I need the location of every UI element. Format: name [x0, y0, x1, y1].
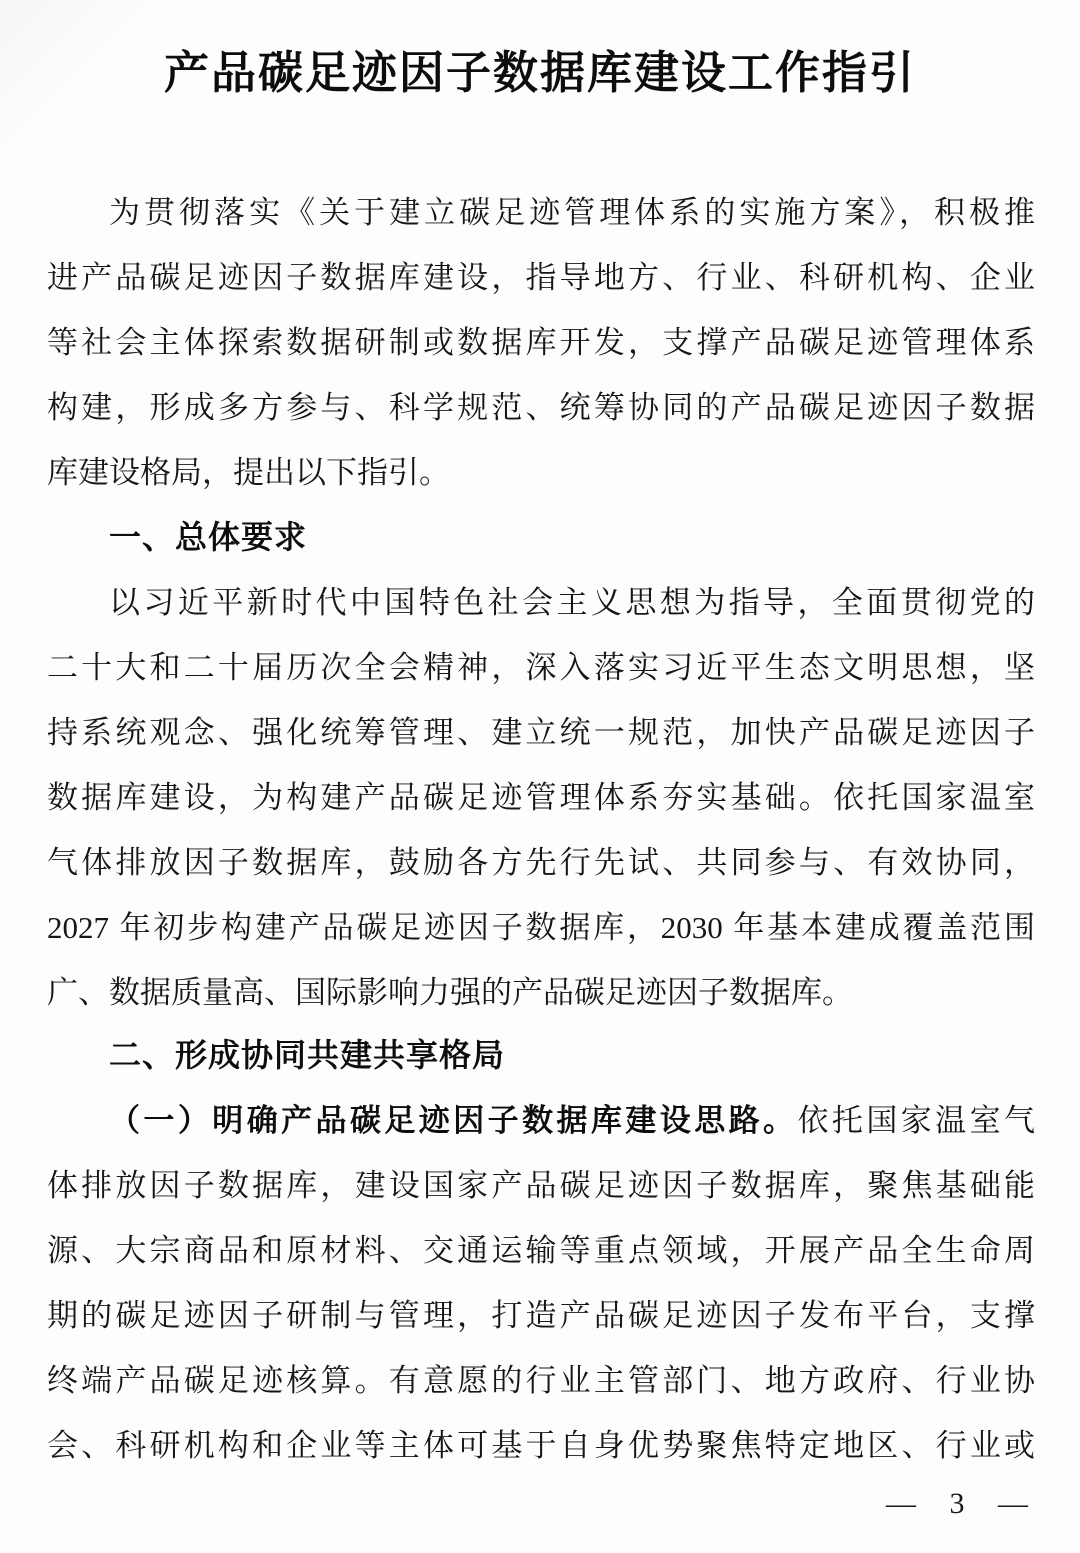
paragraph2-line-6: 2027 年初步构建产品碳足迹因子数据库，2030 年基本建成覆盖范围 [47, 910, 1035, 945]
paragraph2-line-5: 气体排放因子数据库，鼓励各方先行先试、共同参与、有效协同， [47, 845, 1035, 880]
section-heading-2: 二、形成协同共建共享格局 [109, 1037, 506, 1073]
paragraph2-line-7: 广、数据质量高、国际影响力强的产品碳足迹因子数据库。 [47, 975, 853, 1010]
paragraph1-line-3: 等社会主体探索数据研制或数据库开发，支撑产品碳足迹管理体系 [47, 325, 1035, 360]
paragraph3-line-6: 会、科研机构和企业等主体可基于自身优势聚焦特定地区、行业或 [47, 1428, 1035, 1463]
paragraph2-line-3: 持系统观念、强化统筹管理、建立统一规范，加快产品碳足迹因子 [47, 715, 1035, 750]
paragraph1-line-1: 为贯彻落实《关于建立碳足迹管理体系的实施方案》，积极推 [109, 195, 1035, 230]
document-title: 产品碳足迹因子数据库建设工作指引 [163, 48, 916, 98]
section-heading-1: 一、总体要求 [109, 519, 308, 555]
paragraph3-line-5: 终端产品碳足迹核算。有意愿的行业主管部门、地方政府、行业协 [47, 1363, 1035, 1398]
paragraph1-line-5: 库建设格局，提出以下指引。 [47, 455, 450, 490]
paragraph2-line-2: 二十大和二十届历次全会精神，深入落实习近平生态文明思想，坚 [47, 650, 1035, 685]
paragraph3-line-1 [47, 1088, 1035, 1153]
paragraph2-line-4: 数据库建设，为构建产品碳足迹管理体系夯实基础。依托国家温室 [47, 780, 1035, 815]
paragraph3-line-2: 体排放因子数据库，建设国家产品碳足迹因子数据库，聚焦基础能 [47, 1168, 1035, 1203]
paragraph3-line-1-rest: 依托国家温室气 [797, 1103, 1036, 1138]
paragraph1-line-4: 构建，形成多方参与、科学规范、统筹协同的产品碳足迹因子数据 [47, 390, 1035, 425]
paragraph3-bold-lead: （一）明确产品碳足迹因子数据库建设思路。 [109, 1103, 798, 1138]
page-number: — 3 — [886, 1487, 1034, 1520]
paragraph3-line-4: 期的碳足迹因子研制与管理，打造产品碳足迹因子发布平台，支撑 [47, 1298, 1035, 1333]
paragraph1-line-2: 进产品碳足迹因子数据库建设，指导地方、行业、科研机构、企业 [47, 260, 1035, 295]
paragraph3-line-3: 源、大宗商品和原材料、交通运输等重点领域，开展产品全生命周 [47, 1233, 1035, 1268]
paragraph2-line-1: 以习近平新时代中国特色社会主义思想为指导，全面贯彻党的 [109, 585, 1035, 620]
